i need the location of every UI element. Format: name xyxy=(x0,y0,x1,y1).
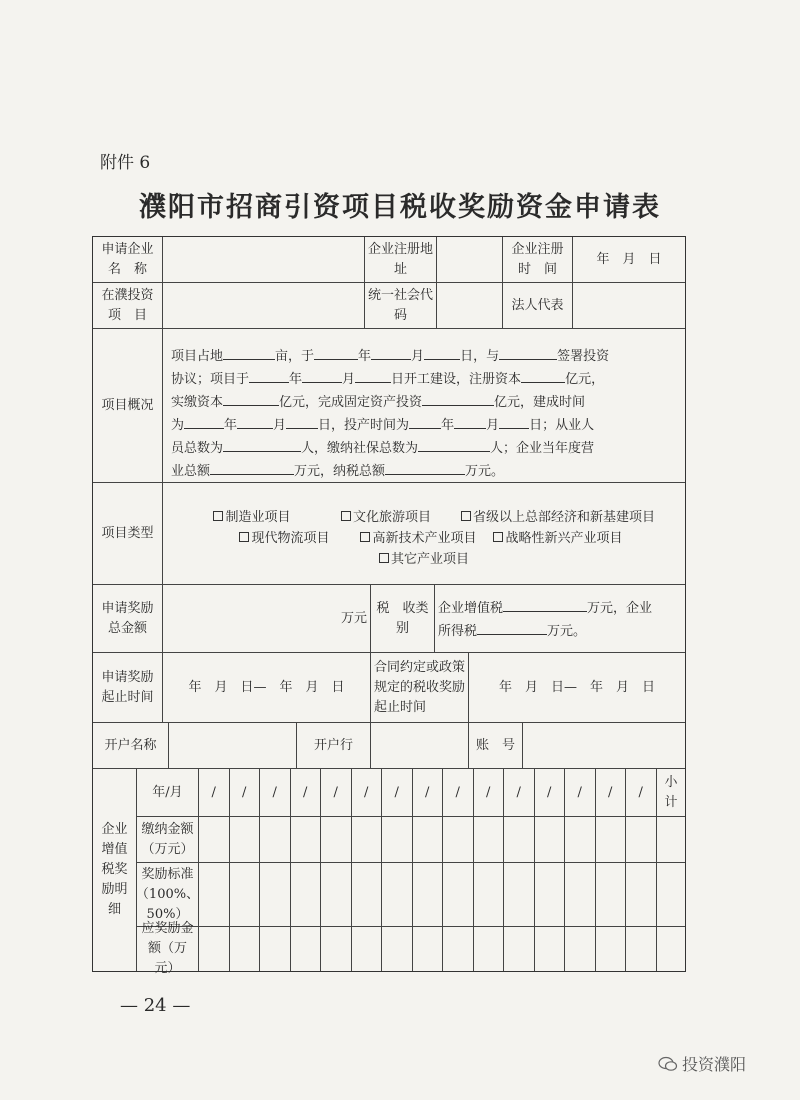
month-slash-cell[interactable]: / xyxy=(565,769,596,817)
detail-cell[interactable] xyxy=(321,817,352,863)
month-slash-cell[interactable]: / xyxy=(321,769,352,817)
detail-cell[interactable] xyxy=(382,927,413,971)
month-slash-cell[interactable]: / xyxy=(413,769,444,817)
detail-cell[interactable] xyxy=(230,927,261,971)
project-label: 在濮投资项 目 xyxy=(93,283,163,329)
account-name-label: 开户名称 xyxy=(93,723,169,769)
detail-cell[interactable] xyxy=(565,927,596,971)
type-option-hightech[interactable]: 高新技术产业项目 xyxy=(343,528,493,549)
project-field[interactable] xyxy=(163,283,365,329)
paid-amount-label: 缴纳金额（万元） xyxy=(137,817,199,863)
total-reward-label: 申请奖励总金额 xyxy=(93,585,163,653)
applicant-name-field[interactable] xyxy=(163,237,365,283)
detail-cell[interactable] xyxy=(443,863,474,927)
detail-cell[interactable] xyxy=(352,863,383,927)
wechat-icon xyxy=(658,1056,678,1072)
period-label: 申请奖励起止时间 xyxy=(93,653,163,723)
detail-cell[interactable] xyxy=(260,863,291,927)
detail-cell[interactable] xyxy=(535,927,566,971)
detail-cell[interactable] xyxy=(413,817,444,863)
month-slash-cell[interactable]: / xyxy=(199,769,230,817)
month-header: 年/月 xyxy=(137,769,199,817)
detail-cell[interactable] xyxy=(596,817,627,863)
subtotal-cell[interactable] xyxy=(657,817,685,863)
type-option-manufacturing[interactable]: 制造业项目 xyxy=(193,507,311,528)
month-slash-cell[interactable]: / xyxy=(504,769,535,817)
type-label: 项目类型 xyxy=(93,483,163,585)
type-option-headquarters[interactable]: 省级以上总部经济和新基建项目 xyxy=(461,507,655,528)
legal-rep-label: 法人代表 xyxy=(503,283,573,329)
month-slash-cell[interactable]: / xyxy=(260,769,291,817)
bank-label: 开户行 xyxy=(297,723,371,769)
detail-cell[interactable] xyxy=(413,927,444,971)
type-option-strategic[interactable]: 战略性新兴产业项目 xyxy=(493,528,622,549)
reg-time-label: 企业注册时 间 xyxy=(503,237,573,283)
detail-cell[interactable] xyxy=(199,817,230,863)
tax-type-label: 税 收类 别 xyxy=(371,585,435,653)
type-option-other[interactable]: 其它产业项目 xyxy=(379,549,469,570)
detail-cell[interactable] xyxy=(382,863,413,927)
detail-cell[interactable] xyxy=(230,863,261,927)
contract-period-label: 合同约定或政策规定的税收奖励起止时间 xyxy=(371,653,469,723)
bank-field[interactable] xyxy=(371,723,469,769)
detail-cell[interactable] xyxy=(382,817,413,863)
subtotal-cell[interactable] xyxy=(657,863,685,927)
application-form-table xyxy=(92,236,686,976)
subtotal-header: 小计 xyxy=(657,769,685,817)
account-name-field[interactable] xyxy=(169,723,297,769)
legal-rep-field[interactable] xyxy=(573,283,685,329)
detail-cell[interactable] xyxy=(596,863,627,927)
detail-cell[interactable] xyxy=(321,863,352,927)
month-slash-cell[interactable]: / xyxy=(230,769,261,817)
detail-cell[interactable] xyxy=(535,863,566,927)
month-slash-cell[interactable]: / xyxy=(626,769,657,817)
month-slash-cell[interactable]: / xyxy=(443,769,474,817)
detail-cell[interactable] xyxy=(260,927,291,971)
detail-cell[interactable] xyxy=(565,817,596,863)
reward-standard-label: 奖励标准（100%、50%） xyxy=(137,863,199,927)
detail-cell[interactable] xyxy=(626,817,657,863)
total-reward-field[interactable]: 万元 xyxy=(163,585,371,653)
checkbox-icon[interactable] xyxy=(213,511,223,521)
detail-cell[interactable] xyxy=(474,863,505,927)
attachment-label: 附件 6 xyxy=(100,153,151,173)
detail-cell[interactable] xyxy=(565,863,596,927)
reg-address-label: 企业注册地 址 xyxy=(365,237,437,283)
reg-time-field[interactable]: 年 月 日 xyxy=(573,237,685,283)
detail-cell[interactable] xyxy=(474,817,505,863)
detail-cell[interactable] xyxy=(260,817,291,863)
month-slash-cell[interactable]: / xyxy=(291,769,322,817)
account-no-label: 账 号 xyxy=(469,723,523,769)
subtotal-cell[interactable] xyxy=(657,927,685,971)
account-no-field[interactable] xyxy=(523,723,685,769)
tax-type-field[interactable]: 企业增值税 万元，企业 所得税 万元。 xyxy=(435,585,685,653)
detail-cell[interactable] xyxy=(230,817,261,863)
page-title: 濮阳市招商引资项目税收奖励资金申请表 xyxy=(139,192,661,223)
detail-cell[interactable] xyxy=(291,817,322,863)
checkbox-icon[interactable] xyxy=(360,532,370,542)
detail-cell[interactable] xyxy=(291,927,322,971)
month-slash-cell[interactable]: / xyxy=(352,769,383,817)
detail-cell[interactable] xyxy=(535,817,566,863)
reward-amount-label: 应奖励金额（万元） xyxy=(137,927,199,971)
detail-cell[interactable] xyxy=(443,817,474,863)
overview-text: 项目占地 亩，于 年 月 日，与 签署投资 协议；项目于 年 月 日开工建设，注册资本 亿元， 实缴资本 亿元，完成固定资产投资 亿元，建成时间 为 年 月 日，投产时间为 年 月 日；从业人 员总数为 人，缴纳社保总数为 人；企业当年度营 业总额 万元，纳税总额 万元。 xyxy=(163,329,685,483)
watermark: 投资濮阳 xyxy=(658,1052,746,1075)
detail-cell[interactable] xyxy=(413,863,444,927)
checkbox-icon[interactable] xyxy=(239,532,249,542)
month-slash-cell[interactable]: / xyxy=(535,769,566,817)
checkbox-icon[interactable] xyxy=(461,511,471,521)
month-slash-cell[interactable]: / xyxy=(474,769,505,817)
detail-cell[interactable] xyxy=(474,927,505,971)
detail-cell[interactable] xyxy=(199,863,230,927)
period-field[interactable]: 年 月 日— 年 月 日 xyxy=(163,653,371,723)
checkbox-icon[interactable] xyxy=(493,532,503,542)
project-type-options xyxy=(163,483,685,585)
detail-cell[interactable] xyxy=(443,927,474,971)
detail-cell[interactable] xyxy=(626,863,657,927)
detail-cell[interactable] xyxy=(504,863,535,927)
detail-cell[interactable] xyxy=(596,927,627,971)
detail-label: 企业增值税奖励明细 xyxy=(93,769,137,971)
detail-cell[interactable] xyxy=(352,817,383,863)
checkbox-icon[interactable] xyxy=(379,553,389,563)
detail-cell[interactable] xyxy=(199,927,230,971)
credit-code-field[interactable] xyxy=(437,283,503,329)
overview-label: 项目概况 xyxy=(93,329,163,483)
type-option-culture-tourism[interactable]: 文化旅游项目 xyxy=(311,507,461,528)
applicant-name-label: 申请企业名 称 xyxy=(93,237,163,283)
detail-cell[interactable] xyxy=(626,927,657,971)
detail-cell[interactable] xyxy=(291,863,322,927)
checkbox-icon[interactable] xyxy=(341,511,351,521)
page-number: — 24 — xyxy=(120,995,191,1016)
month-slash-cell[interactable]: / xyxy=(596,769,627,817)
month-slash-cell[interactable]: / xyxy=(382,769,413,817)
credit-code-label: 统一社会代 码 xyxy=(365,283,437,329)
reg-address-field[interactable] xyxy=(437,237,503,283)
detail-cell[interactable] xyxy=(504,817,535,863)
detail-cell[interactable] xyxy=(321,927,352,971)
type-option-logistics[interactable]: 现代物流项目 xyxy=(225,528,343,549)
detail-cell[interactable] xyxy=(352,927,383,971)
detail-cell[interactable] xyxy=(504,927,535,971)
contract-period-field[interactable]: 年 月 日— 年 月 日 xyxy=(469,653,685,723)
